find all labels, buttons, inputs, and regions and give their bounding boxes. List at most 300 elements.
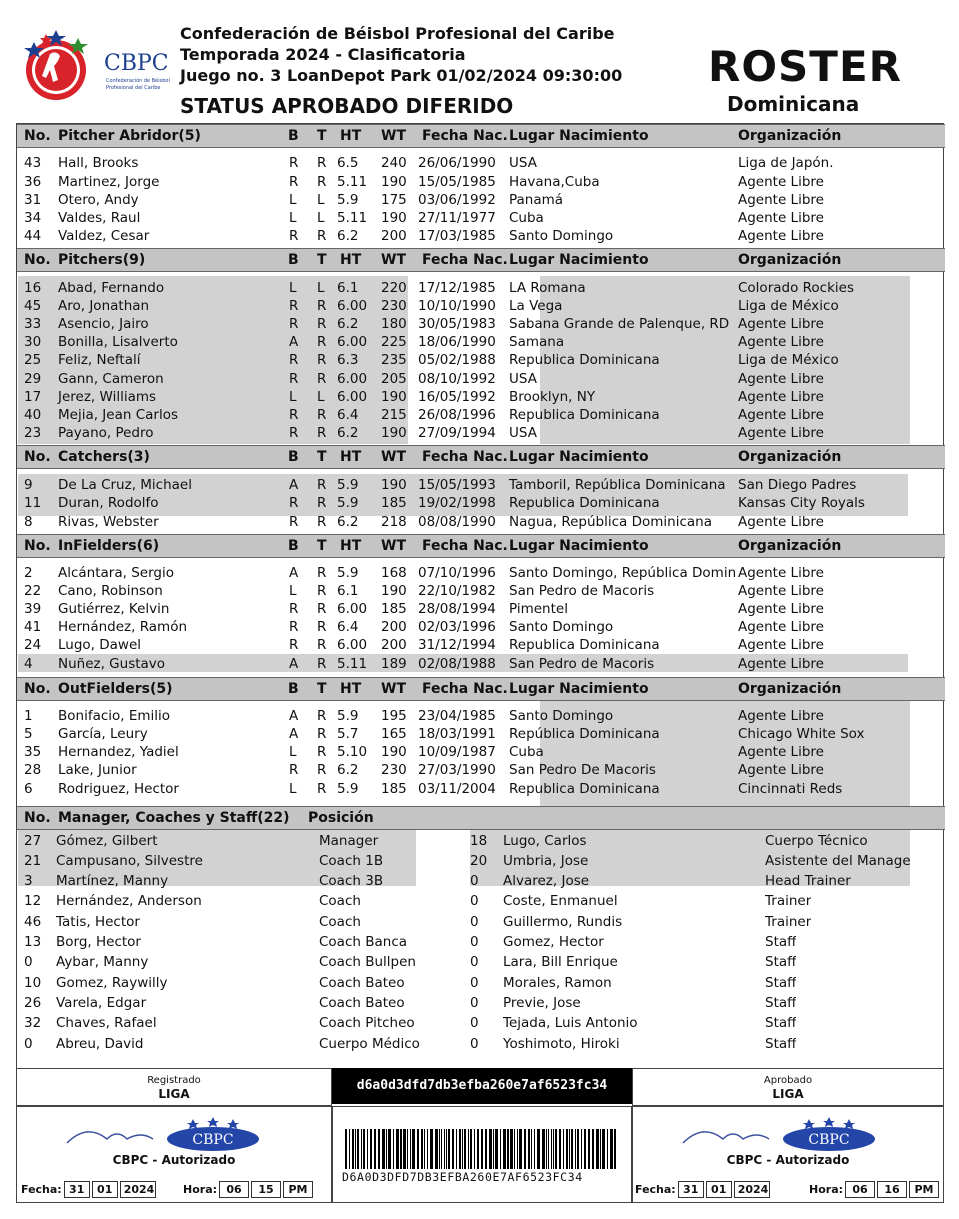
player-birthdate: 18/06/1990 [418, 334, 496, 350]
player-row [0, 514, 959, 532]
player-birthdate: 22/10/1982 [418, 583, 496, 599]
col-bats: B [288, 252, 299, 268]
barcode-bar [531, 1129, 532, 1169]
player-row [0, 726, 959, 744]
player-birthplace: Samana [509, 334, 565, 350]
player-name: Lugo, Dawel [58, 637, 142, 653]
staff-name: Martínez, Manny [56, 873, 169, 889]
col-height: HT [340, 252, 362, 268]
player-name: Mejia, Jean Carlos [58, 407, 179, 423]
barcode-bar [524, 1129, 526, 1169]
player-bats: R [289, 619, 299, 635]
player-birthdate: 26/08/1996 [418, 407, 496, 423]
player-row [0, 781, 959, 799]
col-weight: WT [381, 449, 406, 465]
barcode-bar [352, 1129, 354, 1169]
player-number: 9 [24, 477, 33, 493]
barcode-bar [370, 1129, 372, 1169]
right-minute: 16 [877, 1181, 907, 1198]
staff-number: 46 [24, 914, 42, 930]
barcode-bar [345, 1129, 347, 1169]
player-birthplace: Pimentel [509, 601, 568, 617]
approved-box [632, 1068, 944, 1106]
staff-row [0, 893, 959, 913]
player-birthdate: 08/10/1992 [418, 371, 496, 387]
right-month: 01 [706, 1181, 732, 1198]
barcode-bar [361, 1129, 362, 1169]
barcode-bar [493, 1129, 494, 1169]
player-bats: L [289, 192, 297, 208]
staff-position: Head Trainer [765, 873, 851, 889]
player-name: Cano, Robinson [58, 583, 163, 599]
player-throws: R [317, 495, 327, 511]
player-number: 35 [24, 744, 42, 760]
player-name: Valdez, Cesar [58, 228, 150, 244]
player-birthdate: 23/04/1985 [418, 708, 496, 724]
staff-number: 0 [470, 975, 479, 991]
player-weight: 200 [381, 619, 407, 635]
player-birthdate: 15/05/1993 [418, 477, 496, 493]
staff-position: Coach Banca [319, 934, 408, 950]
staff-name: Umbria, Jose [503, 853, 589, 869]
player-height: 5.9 [337, 708, 359, 724]
barcode-bar [555, 1129, 557, 1169]
col-birthplace: Lugar Nacimiento [509, 449, 649, 465]
player-birthdate: 15/05/1985 [418, 174, 496, 190]
barcode-bar [495, 1129, 498, 1169]
staff-row [0, 975, 959, 995]
player-throws: R [317, 228, 327, 244]
player-bats: R [289, 762, 299, 778]
player-bats: R [289, 352, 299, 368]
player-throws: R [317, 425, 327, 441]
player-birthplace: San Pedro de Macoris [509, 583, 655, 599]
barcode-bar [596, 1129, 599, 1169]
player-birthplace: Nagua, República Dominicana [509, 514, 713, 530]
player-bats: R [289, 371, 299, 387]
player-throws: R [317, 583, 327, 599]
right-authorized: CBPC - Autorizado [726, 1153, 850, 1167]
player-name: Valdes, Raul [58, 210, 141, 226]
player-weight: 190 [381, 389, 407, 405]
player-number: 6 [24, 781, 33, 797]
player-birthplace: USA [509, 425, 537, 441]
player-name: García, Leury [58, 726, 148, 742]
player-bats: L [289, 744, 297, 760]
player-row [0, 477, 959, 495]
staff-name: Varela, Edgar [56, 995, 147, 1011]
col-organization: Organización [738, 252, 842, 268]
col-throws: T [317, 681, 327, 697]
player-bats: A [289, 565, 299, 581]
player-number: 36 [24, 174, 42, 190]
barcode-bar [349, 1129, 350, 1169]
left-date [21, 1181, 156, 1198]
staff-name: Hernández, Anderson [56, 893, 202, 909]
team-name: Dominicana [727, 92, 860, 116]
right-day: 31 [678, 1181, 704, 1198]
col-birthplace: Lugar Nacimiento [509, 681, 649, 697]
player-organization: Kansas City Royals [738, 495, 865, 511]
player-organization: Liga de México [738, 298, 839, 314]
barcode-bar [459, 1129, 461, 1169]
player-row [0, 708, 959, 726]
player-throws: R [317, 352, 327, 368]
player-throws: R [317, 174, 327, 190]
left-time [183, 1181, 313, 1198]
right-signature-box [632, 1106, 944, 1203]
player-birthplace: Republica Dominicana [509, 637, 660, 653]
col-throws: T [317, 538, 327, 554]
staff-position: Staff [765, 995, 797, 1011]
player-weight: 190 [381, 210, 407, 226]
player-organization: Agente Libre [738, 583, 824, 599]
player-birthplace: República Dominicana [509, 726, 660, 742]
player-weight: 195 [381, 708, 407, 724]
player-weight: 190 [381, 425, 407, 441]
staff-row [0, 853, 959, 873]
player-number: 45 [24, 298, 42, 314]
player-row [0, 280, 959, 298]
player-height: 6.3 [337, 352, 359, 368]
player-throws: L [317, 192, 325, 208]
player-bats: R [289, 407, 299, 423]
player-bats: R [289, 425, 299, 441]
player-number: 34 [24, 210, 42, 226]
section-header [17, 677, 945, 701]
player-height: 6.2 [337, 514, 359, 530]
player-number: 5 [24, 726, 33, 742]
staff-name: Borg, Hector [56, 934, 141, 950]
player-throws: R [317, 762, 327, 778]
player-row [0, 762, 959, 780]
barcode-bar [439, 1129, 440, 1169]
staff-number: 0 [24, 1036, 33, 1052]
barcode-bar [468, 1129, 469, 1169]
staff-position: Cuerpo Técnico [765, 833, 868, 849]
staff-name: Chaves, Rafael [56, 1015, 157, 1031]
player-number: 28 [24, 762, 42, 778]
player-height: 5.9 [337, 192, 359, 208]
col-organization: Organización [738, 538, 842, 554]
player-organization: Agente Libre [738, 565, 824, 581]
player-organization: Agente Libre [738, 389, 824, 405]
col-no: No. [24, 128, 51, 144]
player-birthdate: 31/12/1994 [418, 637, 496, 653]
staff-name: Gómez, Gilbert [56, 833, 158, 849]
header-season: Temporada 2024 - Clasificatoria [180, 45, 466, 64]
col-bats: B [288, 681, 299, 697]
player-organization: Agente Libre [738, 192, 824, 208]
barcode-bar [355, 1129, 356, 1169]
player-bats: L [289, 389, 297, 405]
player-organization: Agente Libre [738, 619, 824, 635]
player-row [0, 155, 959, 173]
registered-label: Registrado [147, 1075, 201, 1086]
player-weight: 235 [381, 352, 407, 368]
player-height: 6.2 [337, 228, 359, 244]
staff-number: 10 [24, 975, 42, 991]
staff-number: 26 [24, 995, 42, 1011]
staff-name: Campusano, Silvestre [56, 853, 203, 869]
col-birthdate: Fecha Nac. [422, 681, 508, 697]
col-height: HT [340, 128, 362, 144]
player-height: 6.4 [337, 407, 359, 423]
barcode-bar [569, 1129, 570, 1169]
player-name: Bonifacio, Emilio [58, 708, 171, 724]
barcode-bar [382, 1129, 385, 1169]
player-name: Rivas, Webster [58, 514, 159, 530]
col-weight: WT [381, 538, 406, 554]
player-name: Hernández, Ramón [58, 619, 188, 635]
barcode-bar [607, 1129, 608, 1169]
player-organization: Liga de Japón. [738, 155, 834, 171]
col-birthplace: Lugar Nacimiento [509, 252, 649, 268]
staff-position: Trainer [765, 914, 812, 930]
stamp-text: CBPC [192, 1132, 234, 1148]
staff-name: Gomez, Hector [503, 934, 604, 950]
barcode-bar [571, 1129, 573, 1169]
section-title: InFielders(6) [58, 538, 160, 554]
barcode-bar [517, 1129, 518, 1169]
staff-row [0, 954, 959, 974]
player-row [0, 583, 959, 601]
right-ampm: PM [909, 1181, 939, 1198]
player-number: 22 [24, 583, 42, 599]
barcode-bar [546, 1129, 547, 1169]
col-bats: B [288, 128, 299, 144]
player-bats: R [289, 298, 299, 314]
player-number: 23 [24, 425, 42, 441]
player-weight: 190 [381, 174, 407, 190]
barcode-bar [610, 1129, 613, 1169]
barcode-bar [588, 1129, 590, 1169]
section-header [17, 124, 945, 148]
barcode-bar [600, 1129, 601, 1169]
player-birthplace: Republica Dominicana [509, 352, 660, 368]
player-row [0, 565, 959, 583]
player-organization: Agente Libre [738, 407, 824, 423]
barcode-box [332, 1106, 632, 1203]
player-number: 17 [24, 389, 42, 405]
player-row [0, 174, 959, 192]
left-year: 2024 [120, 1181, 156, 1198]
barcode-bar [584, 1129, 586, 1169]
left-month: 01 [92, 1181, 118, 1198]
player-throws: R [317, 565, 327, 581]
barcode-bar [393, 1129, 394, 1169]
player-birthdate: 28/08/1994 [418, 601, 496, 617]
player-weight: 185 [381, 781, 407, 797]
player-number: 41 [24, 619, 42, 635]
section-header [17, 248, 945, 272]
staff-number: 12 [24, 893, 42, 909]
barcode-bar [559, 1129, 561, 1169]
player-name: Otero, Andy [58, 192, 139, 208]
col-height: HT [340, 538, 362, 554]
barcode-text: D6A0D3DFD7DB3EFBA260E7AF6523FC34 [342, 1170, 583, 1184]
player-bats: A [289, 477, 299, 493]
staff-number: 0 [470, 893, 479, 909]
player-birthplace: Brooklyn, NY [509, 389, 596, 405]
player-height: 5.9 [337, 781, 359, 797]
player-birthplace: USA [509, 371, 537, 387]
right-hour: 06 [845, 1181, 875, 1198]
col-organization: Organización [738, 128, 842, 144]
stamp-text: CBPC [808, 1132, 850, 1148]
player-height: 6.1 [337, 583, 359, 599]
player-throws: R [317, 781, 327, 797]
player-number: 31 [24, 192, 42, 208]
col-no: No. [24, 810, 51, 826]
staff-position: Coach [319, 914, 361, 930]
staff-row [0, 1015, 959, 1035]
barcode-bar [507, 1129, 509, 1169]
player-height: 5.10 [337, 744, 368, 760]
left-minute: 15 [251, 1181, 281, 1198]
player-bats: A [289, 334, 299, 350]
barcode-bar [430, 1129, 433, 1169]
player-throws: R [317, 334, 327, 350]
player-bats: R [289, 174, 299, 190]
staff-position: Staff [765, 1015, 797, 1031]
player-birthdate: 03/06/1992 [418, 192, 496, 208]
player-row [0, 601, 959, 619]
player-number: 29 [24, 371, 42, 387]
player-birthplace: Republica Dominicana [509, 495, 660, 511]
player-organization: Agente Libre [738, 371, 824, 387]
player-organization: Agente Libre [738, 637, 824, 653]
player-bats: R [289, 601, 299, 617]
col-throws: T [317, 252, 327, 268]
staff-name: Guillermo, Rundis [503, 914, 623, 930]
player-row [0, 425, 959, 443]
right-fecha-label: Fecha: [635, 1183, 676, 1196]
player-name: Asencio, Jairo [58, 316, 149, 332]
staff-name: Previe, Jose [503, 995, 581, 1011]
player-name: Payano, Pedro [58, 425, 154, 441]
logo-text: CBPC [104, 51, 169, 76]
staff-row [0, 873, 959, 893]
status-text: STATUS APROBADO DIFERIDO [180, 94, 514, 118]
barcode-bar [403, 1129, 406, 1169]
staff-position: Staff [765, 954, 797, 970]
player-birthdate: 17/12/1985 [418, 280, 496, 296]
right-time [809, 1181, 939, 1198]
player-height: 6.00 [337, 637, 368, 653]
staff-name: Coste, Enmanuel [503, 893, 618, 909]
player-organization: Colorado Rockies [738, 280, 855, 296]
barcode-bar [592, 1129, 594, 1169]
staff-number: 0 [470, 914, 479, 930]
staff-number: 18 [470, 833, 488, 849]
player-height: 6.00 [337, 389, 368, 405]
col-bats: B [288, 449, 299, 465]
roster-title: ROSTER [708, 42, 902, 91]
player-birthdate: 19/02/1998 [418, 495, 496, 511]
col-throws: T [317, 128, 327, 144]
player-throws: L [317, 280, 325, 296]
player-throws: R [317, 601, 327, 617]
staff-title: Manager, Coaches y Staff(22) [58, 810, 290, 826]
player-weight: 180 [381, 316, 407, 332]
player-birthdate: 26/06/1990 [418, 155, 496, 171]
barcode-bar [614, 1129, 616, 1169]
player-row [0, 371, 959, 389]
player-name: Hall, Brooks [58, 155, 139, 171]
player-height: 6.2 [337, 425, 359, 441]
player-number: 33 [24, 316, 42, 332]
right-date [635, 1181, 770, 1198]
player-birthplace: Republica Dominicana [509, 407, 660, 423]
right-year: 2024 [734, 1181, 770, 1198]
barcode-bar [452, 1129, 454, 1169]
player-number: 24 [24, 637, 42, 653]
approved-by: LIGA [772, 1087, 804, 1101]
barcode-bar [407, 1129, 408, 1169]
player-birthplace: Santo Domingo [509, 708, 614, 724]
player-row [0, 656, 959, 674]
col-birthdate: Fecha Nac. [422, 252, 508, 268]
staff-name: Lara, Bill Enrique [503, 954, 618, 970]
barcode-bar [412, 1129, 415, 1169]
barcode-bar [474, 1129, 475, 1169]
barcode-bar [551, 1129, 552, 1169]
barcode-bar [537, 1129, 540, 1169]
staff-name: Alvarez, Jose [503, 873, 590, 889]
player-weight: 200 [381, 637, 407, 653]
player-throws: R [317, 371, 327, 387]
staff-position: Coach 1B [319, 853, 384, 869]
player-name: Gutiérrez, Kelvin [58, 601, 170, 617]
col-weight: WT [381, 128, 406, 144]
player-weight: 215 [381, 407, 407, 423]
right-hora-label: Hora: [809, 1183, 844, 1196]
staff-header [17, 806, 945, 830]
col-organization: Organización [738, 681, 842, 697]
left-ampm: PM [283, 1181, 313, 1198]
staff-number: 0 [470, 934, 479, 950]
player-name: Feliz, Neftalí [58, 352, 141, 368]
staff-name: Tatis, Hector [56, 914, 140, 930]
player-organization: Agente Libre [738, 228, 824, 244]
barcode-bar [528, 1129, 530, 1169]
player-weight: 189 [381, 656, 407, 672]
player-birthdate: 10/10/1990 [418, 298, 496, 314]
player-birthplace: Panamá [509, 192, 564, 208]
barcode-bar [470, 1129, 472, 1169]
player-bats: L [289, 781, 297, 797]
player-birthplace: Santo Domingo [509, 619, 614, 635]
cbpc-logo [22, 24, 172, 108]
player-organization: Liga de México [738, 352, 839, 368]
barcode-bar [396, 1129, 399, 1169]
player-birthdate: 02/08/1988 [418, 656, 496, 672]
staff-row [0, 833, 959, 853]
barcode-bar [446, 1129, 447, 1169]
left-hour: 06 [219, 1181, 249, 1198]
player-number: 16 [24, 280, 42, 296]
staff-position: Coach [319, 893, 361, 909]
staff-position: Coach 3B [319, 873, 384, 889]
player-name: Duran, Rodolfo [58, 495, 159, 511]
logo-sub2: Profesional del Caribe [106, 85, 161, 91]
player-birthdate: 10/09/1987 [418, 744, 496, 760]
barcode-bar [519, 1129, 522, 1169]
col-no: No. [24, 252, 51, 268]
player-number: 40 [24, 407, 42, 423]
player-birthdate: 18/03/1991 [418, 726, 496, 742]
